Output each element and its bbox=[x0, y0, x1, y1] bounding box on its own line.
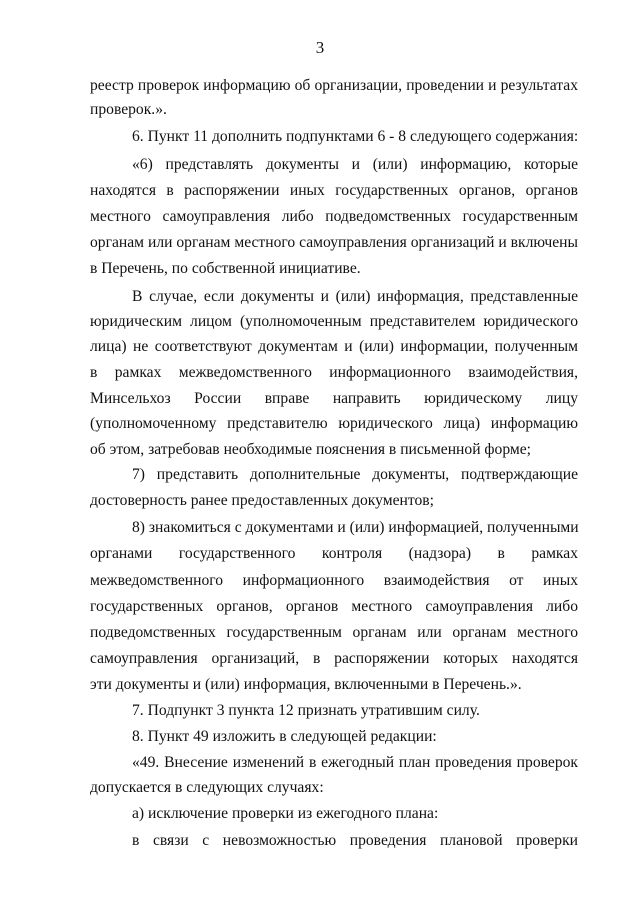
text-line: В случае, если документы и (или) информация, представленные bbox=[132, 288, 578, 305]
text-line: (уполномоченному представителю юридического лица) информацию bbox=[90, 415, 578, 432]
text-line: допускается в следующих случаях: bbox=[90, 779, 324, 796]
text-line: 7) представить дополнительные документы, подтверждающие bbox=[132, 466, 578, 483]
text-line: «6) представлять документы и (или) информацию, которые bbox=[132, 156, 578, 173]
text-line: в Перечень, по собственной инициативе. bbox=[90, 260, 361, 277]
text-line: 7. Подпункт 3 пункта 12 признать утратившим силу. bbox=[132, 702, 480, 719]
text-line: юридическим лицом (уполномоченным представителем юридического bbox=[90, 313, 578, 330]
text-line: 8) знакомиться с документами и (или) информацией, полученными bbox=[132, 519, 579, 536]
text-line: межведомственного информационного взаимодействия от иных bbox=[90, 572, 578, 589]
text-line: органам или органам местного самоуправления организаций и включены bbox=[90, 234, 578, 251]
text-line: а) исключение проверки из ежегодного плана: bbox=[132, 805, 439, 822]
text-line: реестр проверок информацию об организации, проведении и результатах bbox=[90, 77, 578, 94]
text-line: проверок.». bbox=[90, 101, 167, 118]
text-line: об этом, затребовав необходимые пояснения в письменной форме; bbox=[90, 441, 532, 458]
text-line: достоверность ранее предоставленных документов; bbox=[90, 492, 434, 509]
text-line: 6. Пункт 11 дополнить подпунктами 6 - 8 следующего содержания: bbox=[132, 128, 579, 145]
text-line: в рамках межведомственного информационного взаимодействия, bbox=[90, 364, 578, 381]
text-line: находятся в распоряжении иных государственных органов, органов bbox=[90, 182, 578, 199]
text-line: местного самоуправления либо подведомственных государственным bbox=[90, 208, 578, 225]
text-line: органами государственного контроля (надзора) в рамках bbox=[90, 545, 578, 562]
text-line: подведомственных государственным органам или органам местного bbox=[90, 624, 578, 641]
text-line: эти документы и (или) информация, включенными в Перечень.». bbox=[90, 676, 522, 693]
text-line: самоуправления организаций, в распоряжении которых находятся bbox=[90, 650, 578, 667]
page-number: 3 bbox=[315, 38, 325, 57]
text-line: лица) не соответствуют документам и (или) информации, полученным bbox=[90, 338, 578, 355]
text-line: в связи с невозможностью проведения плановой проверки bbox=[132, 832, 578, 849]
text-line: Минсельхоз России вправе направить юридическому лицу bbox=[90, 390, 578, 407]
text-line: «49. Внесение изменений в ежегодный план проведения проверок bbox=[132, 754, 578, 771]
text-line: государственных органов, органов местного самоуправления либо bbox=[90, 598, 578, 615]
text-line: 8. Пункт 49 изложить в следующей редакции: bbox=[132, 728, 437, 745]
